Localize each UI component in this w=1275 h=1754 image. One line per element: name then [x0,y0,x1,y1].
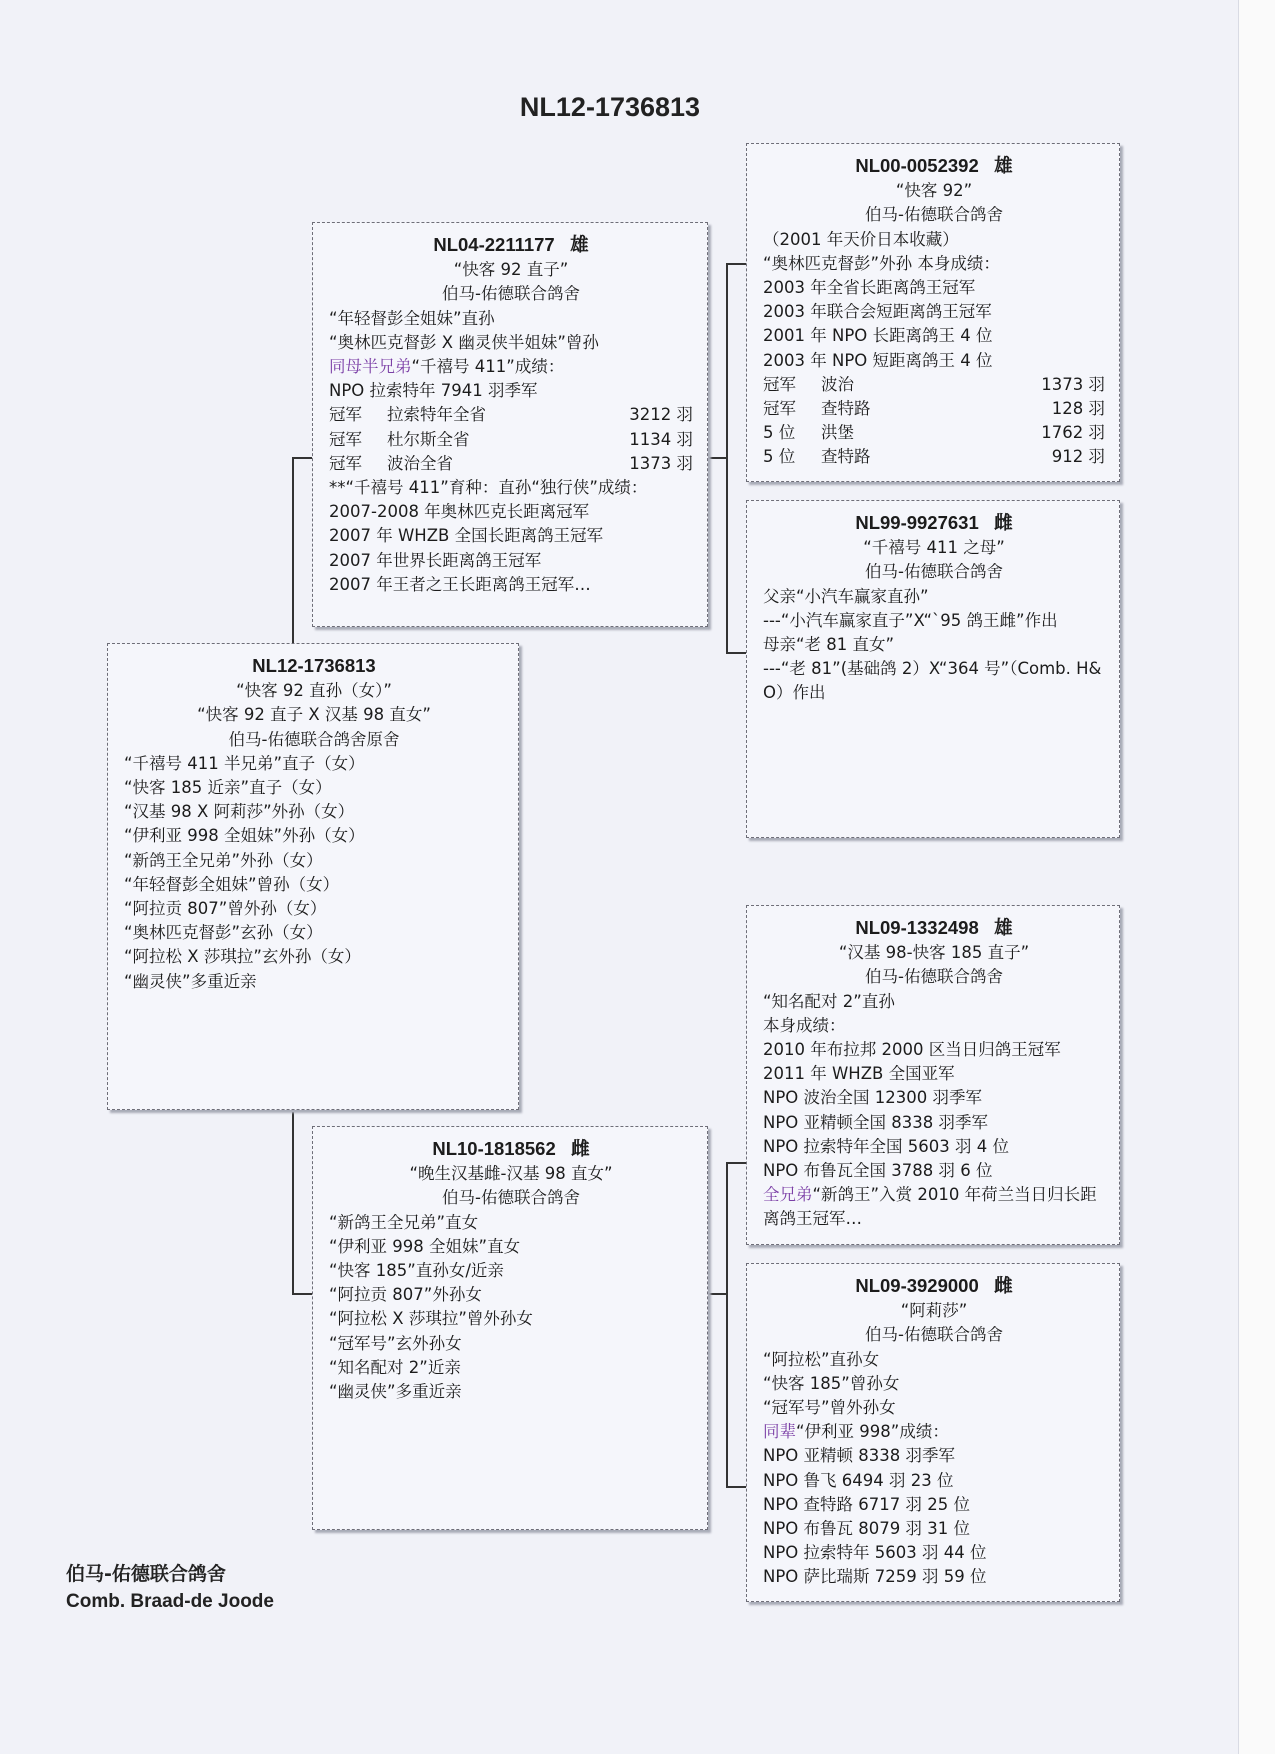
full-brother-label: 全兄弟 [763,1185,813,1205]
loft-name-en: Comb. Braad-de Joode [66,1591,274,1612]
dam-card [312,1126,708,1530]
dam-dam-result-line: NPO 拉索特年 5603 羽 44 位 [763,1543,987,1563]
dam-sire-loft: 伯马-佑德联合鸽舍 [865,967,1003,987]
sire-tail-line: **“千禧号 411”育种：直孙“独行侠”成绩： [329,478,648,498]
dam-sire-card [746,905,1120,1245]
subject-pedigree-line: “快客 185 近亲”直子（女） [124,778,332,798]
subject-pedigree-line: “年轻督彭全姐妹”曾孙（女） [124,874,340,894]
sire-sire-result-row [763,373,1105,397]
dam-loft: 伯马-佑德联合鸽舍 [442,1188,580,1208]
connector-dam-parents-stub-dam [708,1293,727,1295]
sire-pedigree-line: “奥林匹克督彭 X 幽灵侠半姐妹”曾孙 [329,332,599,352]
result-birds: 3212 羽 [629,405,693,425]
sire-dam-nickname: “千禧号 411 之母” [863,538,1005,558]
result-place: 冠军 [329,429,362,449]
sire-nickname: “快客 92 直子” [453,260,569,280]
dam-dam-ring-number: NL09-3929000 雌 [855,1275,1013,1296]
dam-sire-line: NPO 波治全国 12300 羽季军 [763,1088,983,1108]
sire-sire-result-row [763,445,1105,469]
sibling-label: 同辈 [763,1422,796,1442]
result-race: 波治 [821,374,854,394]
sire-result-row [329,428,693,452]
page-edge [1238,0,1275,1754]
loft-name-cn: 伯马-佑德联合鸽舍 [66,1563,226,1585]
sire-result-row [329,452,693,476]
sire-dam-line: ---“老 81”(基础鸽 2）X“364 号”（Comb. H&O）作出 [763,659,1102,703]
dam-sire-line: 本身成绩： [763,1015,846,1035]
sire-sire-line: “奥林匹克督彭”外孙 本身成绩： [763,253,1000,273]
subject-pedigree-line: “奥林匹克督彭”玄孙（女） [124,923,323,943]
dam-dam-line: “阿拉松”直孙女 [763,1349,880,1369]
subject-card [107,643,519,1110]
connector-dam-vertical [292,1112,294,1293]
sire-half-brother-line [329,355,693,379]
connector-sire-parents-stub-ss [726,263,746,265]
sire-dam-card [746,500,1120,838]
sire-half-brother-label: 同母半兄弟 [329,357,412,377]
subject-pedigree-line: “千禧号 411 半兄弟”直子（女） [124,753,365,773]
result-birds: 1373 羽 [1041,374,1105,394]
sire-card [312,222,708,627]
sire-dam-loft: 伯马-佑德联合鸽舍 [865,562,1003,582]
dam-dam-result-line: NPO 布鲁瓦 8079 羽 31 位 [763,1519,970,1539]
result-race: 查特路 [821,399,871,419]
result-birds: 1762 羽 [1041,423,1105,443]
page-title: NL12-1736813 [519,92,701,122]
sire-tail-line: 2007 年 WHZB 全国长距离鸽王冠军 [329,526,604,546]
subject-pedigree-line: “新鸽王全兄弟”外孙（女） [124,850,323,870]
subject-centered-line: “快客 92 直子 X 汉基 98 直女” [197,705,431,725]
dam-dam-loft: 伯马-佑德联合鸽舍 [865,1325,1003,1345]
subject-ring-number: NL12-1736813 [252,655,376,676]
connector-sire-parents-stub-sd [726,652,746,654]
dam-dam-result-line: NPO 亚精顿 8338 羽季军 [763,1446,956,1466]
result-race: 拉索特年全省 [387,405,486,425]
dam-dam-line: “冠军号”曾外孙女 [763,1398,896,1418]
sire-sire-line: 2001 年 NPO 长距离鸽王 4 位 [763,326,993,346]
dam-dam-sibling-line [763,1420,1105,1444]
connector-sire-stub [292,457,312,459]
result-race: 杜尔斯全省 [387,429,470,449]
dam-pedigree-line: “冠军号”玄外孙女 [329,1333,462,1353]
sire-tail-line: 2007 年世界长距离鸽王冠军 [329,550,542,570]
dam-dam-result-line: NPO 鲁飞 6494 羽 23 位 [763,1470,954,1490]
connector-dam-stub [292,1293,312,1295]
result-place: 5 位 [763,423,796,443]
dam-sire-line: 2010 年布拉邦 2000 区当日归鸽王冠军 [763,1040,1061,1060]
subject-pedigree-line: “幽灵侠”多重近亲 [124,971,257,991]
sire-dam-line: ---“小汽车赢家直子”X“`95 鸽王雌”作出 [763,610,1058,630]
sire-pedigree-line: “年轻督彭全姐妹”直孙 [329,308,495,328]
dam-sire-line: NPO 拉索特年全国 5603 羽 4 位 [763,1136,1009,1156]
dam-dam-card [746,1263,1120,1602]
dam-pedigree-line: “知名配对 2”近亲 [329,1357,461,1377]
subject-pedigree-line: “伊利亚 998 全姐妹”外孙（女） [124,826,365,846]
result-place: 冠军 [329,405,362,425]
sire-result-row [329,403,693,427]
dam-sire-line: 2011 年 WHZB 全国亚军 [763,1064,955,1084]
dam-pedigree-line: “阿拉贡 807”外孙女 [329,1285,482,1305]
dam-ring-number: NL10-1818562 雌 [432,1138,590,1159]
sire-ring-number: NL04-2211177 雄 [433,234,589,255]
sire-tail-line: 2007 年王者之王长距离鸽王冠军… [329,574,591,594]
dam-dam-result-line: NPO 萨比瑞斯 7259 羽 59 位 [763,1567,987,1587]
connector-dam-parents-stub-ds [726,1162,746,1164]
sire-dam-ring-number: NL99-9927631 雌 [855,512,1013,533]
dam-sire-line: NPO 亚精顿全国 8338 羽季军 [763,1112,989,1132]
sire-sire-result-row [763,421,1105,445]
result-birds: 1373 羽 [629,453,693,473]
result-place: 冠军 [329,453,362,473]
result-birds: 912 羽 [1051,447,1105,467]
sire-sire-result-row [763,397,1105,421]
loft-signature [66,1560,274,1616]
connector-sire-parents-stub-sire [708,457,727,459]
full-brother-text: “新鸽王”入赏 2010 年荷兰当日归长距离鸽王冠军… [763,1185,1097,1229]
result-birds: 1134 羽 [629,429,693,449]
dam-dam-line: “快客 185”曾孙女 [763,1373,900,1393]
sire-sire-card [746,143,1120,482]
dam-sire-full-brother-line [763,1183,1105,1231]
sire-sire-nickname: “快客 92” [895,181,973,201]
result-race: 查特路 [821,447,871,467]
sibling-text: “伊利亚 998”成绩： [796,1422,949,1442]
dam-dam-result-line: NPO 查特路 6717 羽 25 位 [763,1494,970,1514]
dam-pedigree-line: “新鸽王全兄弟”直女 [329,1212,479,1232]
connector-dam-parents-stub-dd [726,1486,746,1488]
subject-pedigree-line: “汉基 98 X 阿莉莎”外孙（女） [124,802,355,822]
subject-centered-line: “快客 92 直孙（女）” [236,681,392,701]
dam-sire-nickname: “汉基 98-快客 185 直子” [838,943,1030,963]
dam-pedigree-line: “快客 185”直孙女/近亲 [329,1261,504,1281]
result-race: 波治全省 [387,453,453,473]
connector-dam-parents-vertical [726,1162,728,1486]
sire-sire-loft: 伯马-佑德联合鸽舍 [865,205,1003,225]
sire-tail-line: 2007-2008 年奥林匹克长距离冠军 [329,502,590,522]
connector-sire-vertical [292,457,294,643]
sire-npo-line: NPO 拉索特年 7941 羽季军 [329,381,538,401]
sire-loft: 伯马-佑德联合鸽舍 [442,284,580,304]
dam-sire-line: “知名配对 2”直孙 [763,991,895,1011]
result-place: 冠军 [763,399,796,419]
subject-pedigree-line: “阿拉松 X 莎琪拉”玄外孙（女） [124,947,361,967]
dam-nickname: “晚生汉基雌-汉基 98 直女” [409,1164,613,1184]
sire-sire-line: （2001 年天价日本收藏） [763,229,959,249]
dam-pedigree-line: “阿拉松 X 莎琪拉”曾外孙女 [329,1309,533,1329]
result-place: 5 位 [763,447,796,467]
sire-half-brother-text: “千禧号 411”成绩： [411,357,565,377]
sire-sire-line: 2003 年 NPO 短距离鸽王 4 位 [763,350,993,370]
sire-dam-line: 母亲“老 81 直女” [763,635,895,655]
dam-dam-nickname: “阿莉莎” [900,1301,968,1321]
result-place: 冠军 [763,374,796,394]
dam-pedigree-line: “幽灵侠”多重近亲 [329,1382,462,1402]
dam-sire-line: NPO 布鲁瓦全国 3788 羽 6 位 [763,1161,993,1181]
result-race: 洪堡 [821,423,854,443]
sire-sire-line: 2003 年联合会短距离鸽王冠军 [763,302,992,322]
sire-sire-line: 2003 年全省长距离鸽王冠军 [763,278,976,298]
result-birds: 128 羽 [1051,399,1105,419]
sire-sire-ring-number: NL00-0052392 雄 [855,155,1013,176]
subject-loft: 伯马-佑德联合鸽舍原舍 [228,729,400,749]
dam-sire-ring-number: NL09-1332498 雄 [855,917,1013,938]
subject-pedigree-line: “阿拉贡 807”曾外孙（女） [124,899,327,919]
dam-pedigree-line: “伊利亚 998 全姐妹”直女 [329,1236,521,1256]
sire-dam-line: 父亲“小汽车赢家直孙” [763,586,929,606]
